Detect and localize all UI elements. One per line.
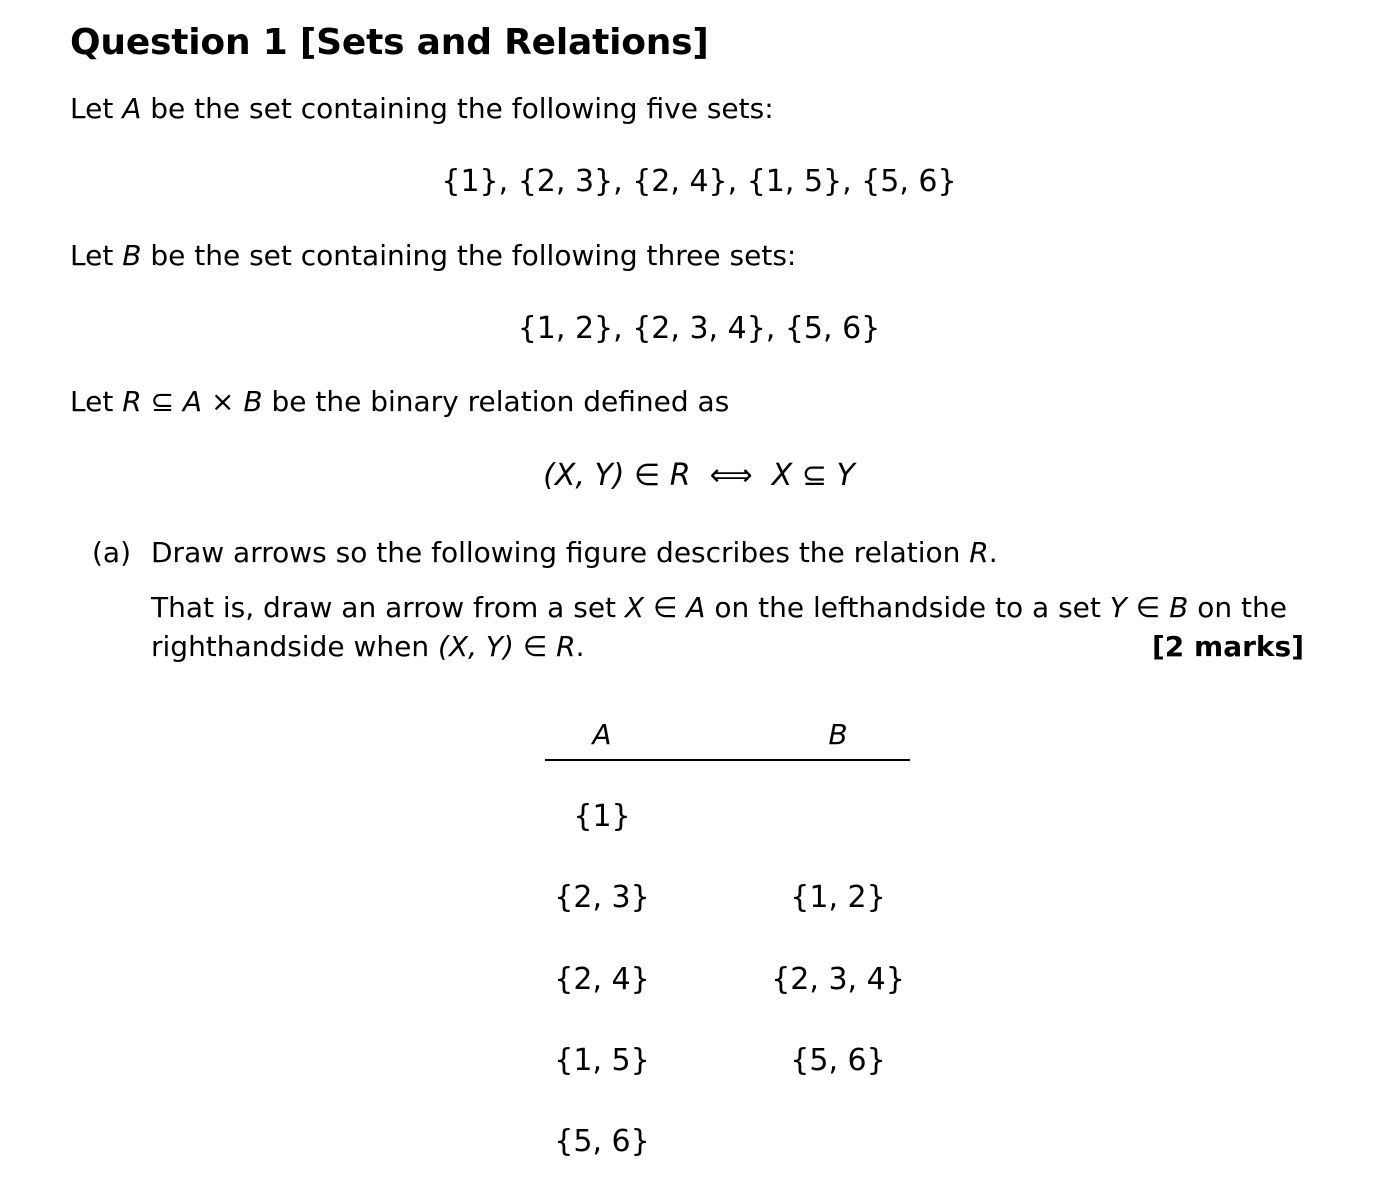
part-a-line2-pre: That is, draw an arrow from a set bbox=[151, 591, 625, 624]
intro-r-pre: Let bbox=[70, 385, 123, 418]
column-a-header: A bbox=[592, 718, 612, 751]
part-a-line1 bbox=[151, 536, 998, 569]
intro-r bbox=[70, 385, 729, 418]
intro-a-post: be the set containing the following five sets: bbox=[141, 92, 774, 125]
part-a-line3-pre: righthandside when bbox=[151, 630, 438, 663]
intro-r-post: be the binary relation defined as bbox=[262, 385, 730, 418]
intro-b-post: be the set containing the following three sets: bbox=[141, 239, 797, 272]
intro-a-var: A bbox=[122, 92, 142, 125]
intro-a-pre: Let bbox=[70, 92, 123, 125]
header-rule bbox=[545, 759, 910, 761]
set-b-item: {1, 2} bbox=[790, 880, 886, 915]
set-b-display: {1, 2}, {2, 3, 4}, {5, 6} bbox=[517, 311, 881, 346]
relation-rhs: X ⊆ Y bbox=[771, 458, 855, 493]
relation-lhs: (X, Y) ∈ R bbox=[543, 458, 691, 493]
set-b-item: {5, 6} bbox=[790, 1043, 886, 1078]
intro-r-math: R ⊆ A × B bbox=[122, 385, 263, 418]
part-a-line1-pre: Draw arrows so the following figure describes the relation bbox=[151, 536, 970, 569]
part-a-line3-post: . bbox=[575, 630, 585, 663]
part-a-line2-mid: on the lefthandside to a set bbox=[705, 591, 1110, 624]
set-b-item: {2, 3, 4} bbox=[771, 962, 905, 997]
part-a-line1-post: . bbox=[988, 536, 998, 569]
part-a-line3 bbox=[151, 630, 585, 663]
set-a-item: {2, 4} bbox=[554, 962, 650, 997]
set-a-display: {1}, {2, 3}, {2, 4}, {1, 5}, {5, 6} bbox=[441, 164, 957, 199]
intro-b-var: B bbox=[122, 239, 142, 272]
set-a-item: {1, 5} bbox=[554, 1043, 650, 1078]
set-a-item: {1} bbox=[573, 799, 631, 834]
part-a-line3-math: (X, Y) ∈ R bbox=[438, 630, 576, 663]
part-a-label: (a) bbox=[92, 536, 132, 569]
part-a-line2-post: on the bbox=[1188, 591, 1287, 624]
part-a-line2-m1: X ∈ A bbox=[624, 591, 706, 624]
question-title: Question 1 [Sets and Relations] bbox=[70, 22, 709, 63]
column-b-header: B bbox=[828, 718, 848, 751]
part-a-line2 bbox=[151, 591, 1287, 624]
iff-symbol: ⟺ bbox=[709, 458, 753, 493]
intro-a bbox=[70, 92, 774, 125]
intro-b bbox=[70, 239, 796, 272]
relation-definition bbox=[0, 458, 1398, 493]
part-a-line2-m2: Y ∈ B bbox=[1109, 591, 1189, 624]
marks-badge: [2 marks] bbox=[1152, 630, 1304, 663]
set-a-item: {5, 6} bbox=[554, 1124, 650, 1159]
intro-b-pre: Let bbox=[70, 239, 123, 272]
part-a-line1-var: R bbox=[969, 536, 989, 569]
set-a-item: {2, 3} bbox=[554, 880, 650, 915]
